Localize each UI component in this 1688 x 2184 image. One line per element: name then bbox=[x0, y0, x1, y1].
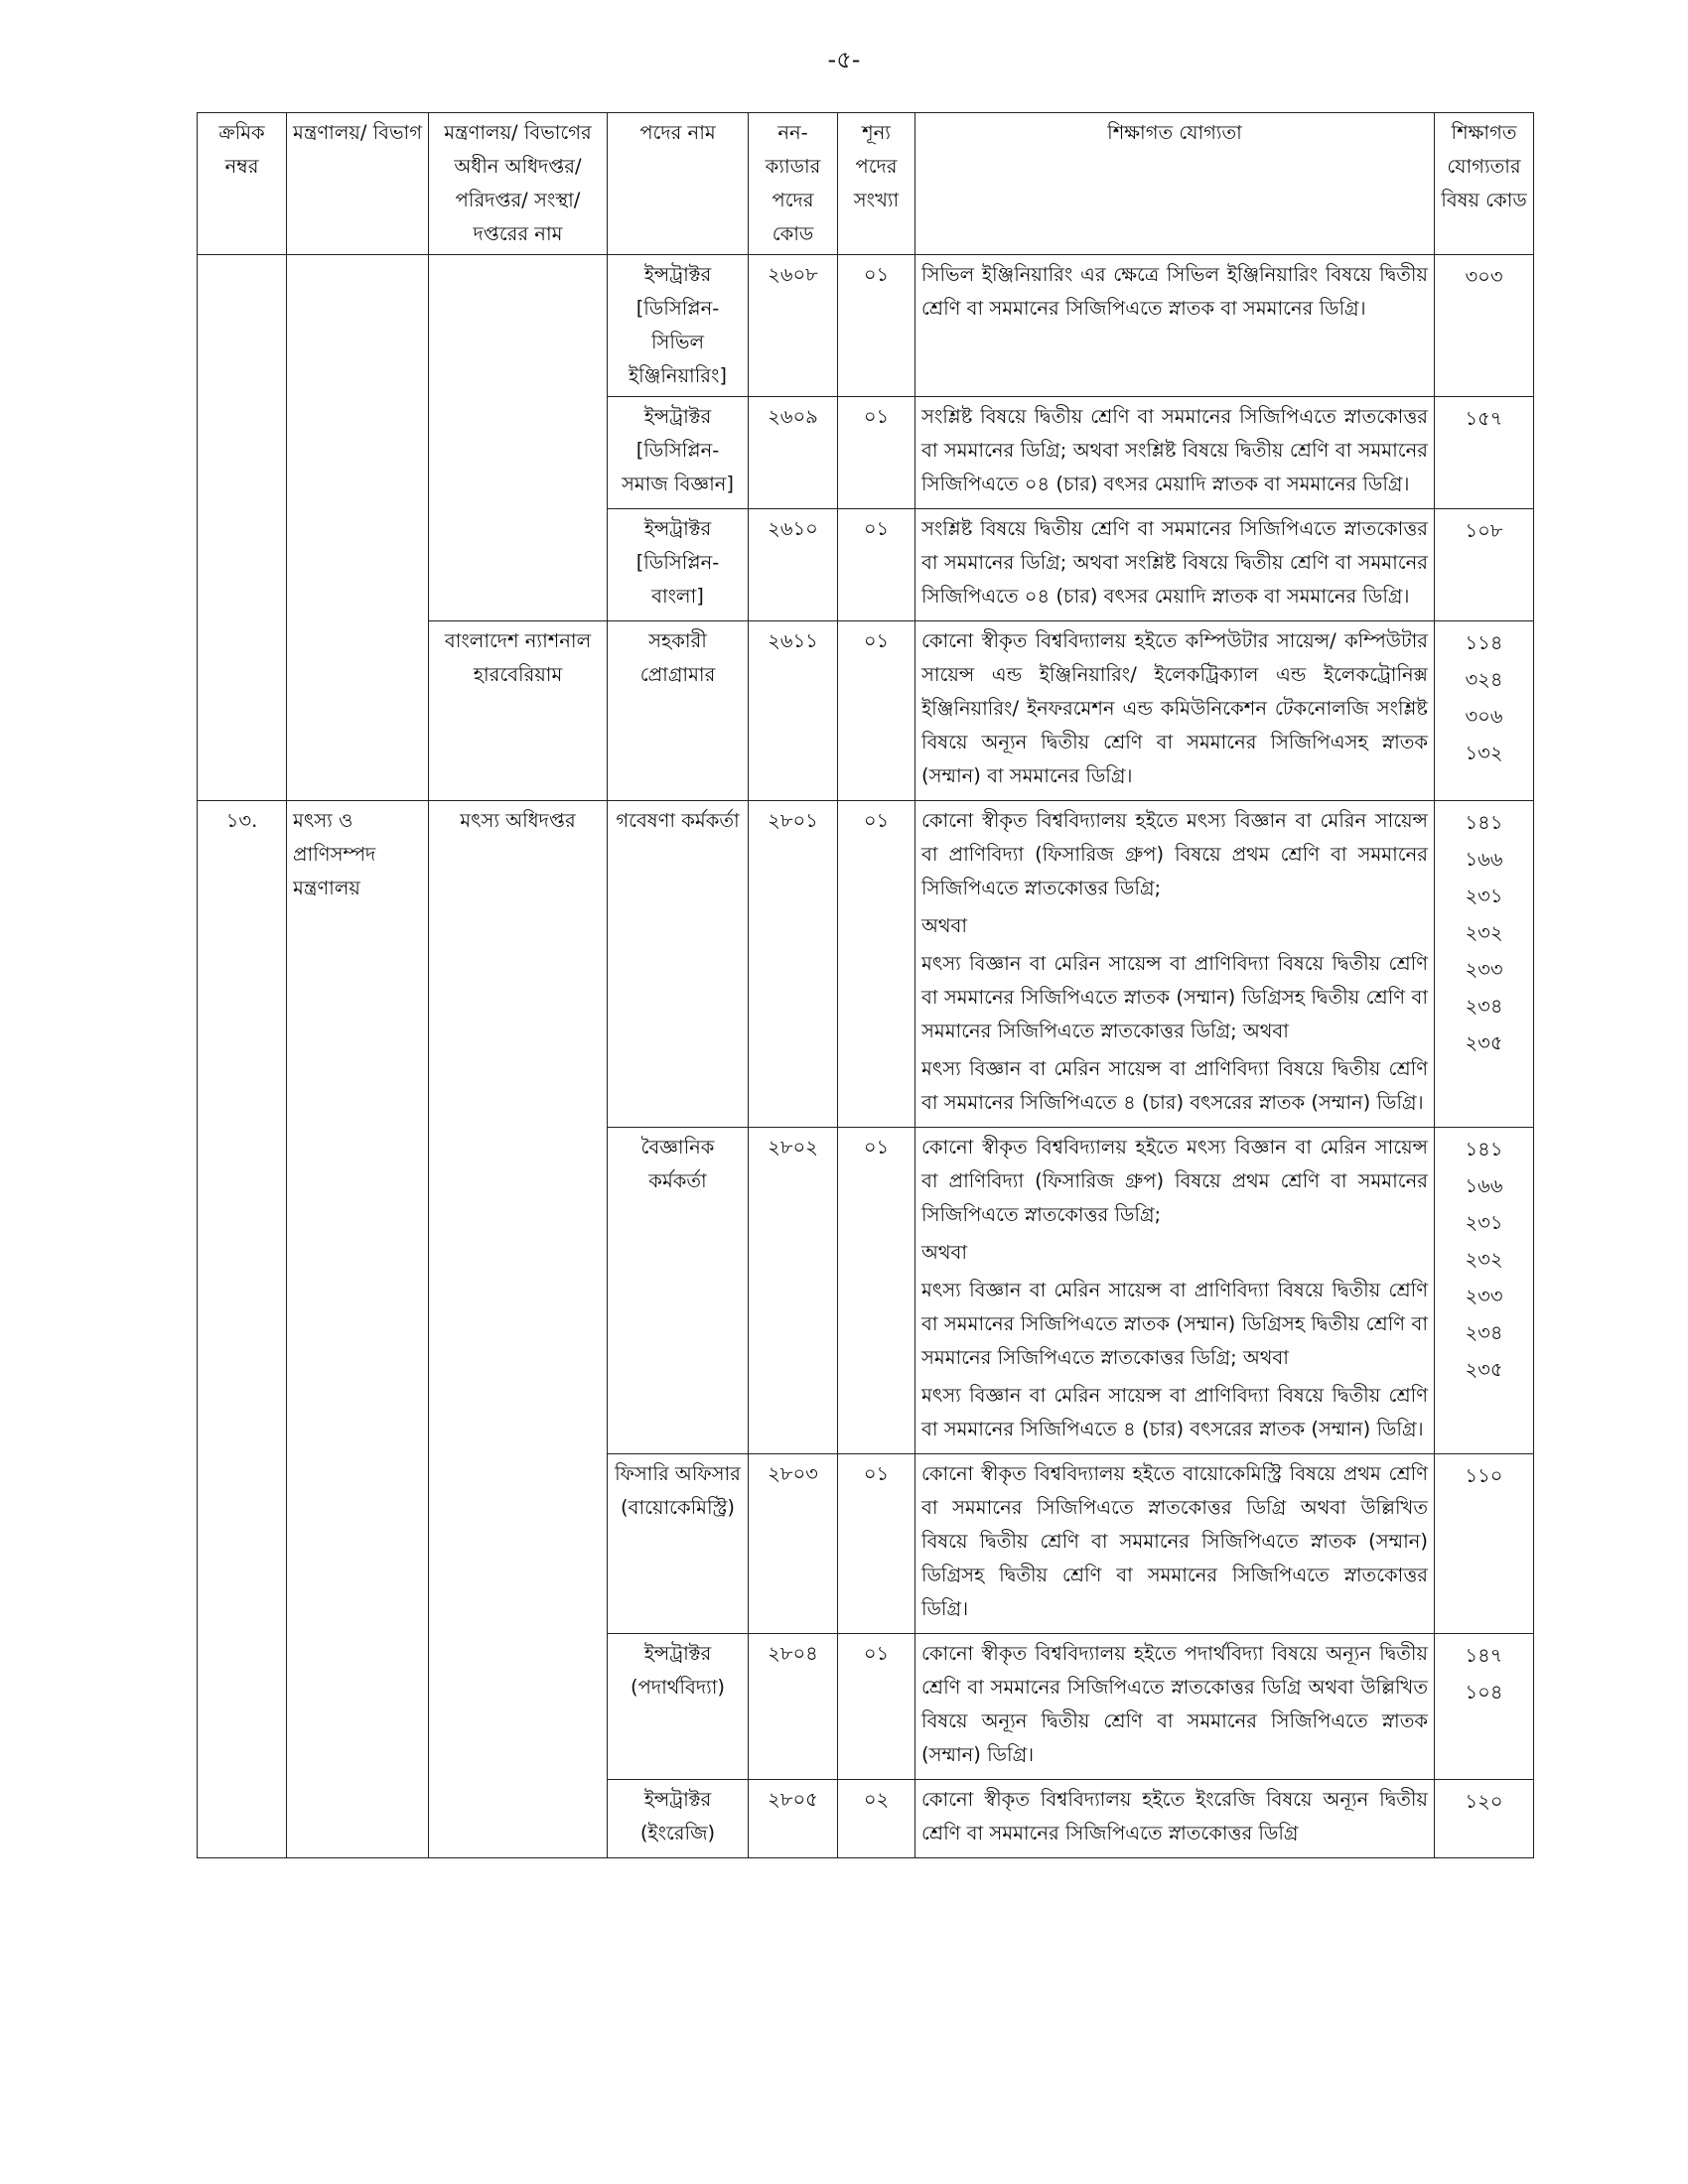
header-code: নন-ক্যাডার পদের কোড bbox=[749, 113, 838, 255]
qualification-cell bbox=[915, 1780, 1435, 1858]
subject-code: ২৩৩ bbox=[1465, 1285, 1503, 1307]
post-name-cell: ফিসারি অফিসার (বায়োকেমিস্ট্রি) bbox=[608, 1454, 749, 1634]
vacancy-cell: ০১ bbox=[838, 509, 915, 621]
subject-code: ১৬৬ bbox=[1465, 848, 1503, 871]
subject-code: ১২০ bbox=[1465, 1790, 1503, 1813]
post-name-cell: ইন্সট্রাক্টর (পদার্থবিদ্যা) bbox=[608, 1634, 749, 1780]
qualification-paragraph: সংশ্লিষ্ট বিষয়ে দ্বিতীয় শ্রেণি বা সমমানের সিজিপিএতে স্নাতকোত্তর বা সমমানের ডিগ্রি; অথবা সংশ্লিষ্ট বিষয়ে দ্বিতীয় শ্রেণি বা সমমানের সিজিপিএতে ০৪ (চার) বৎসর মেয়াদি স্নাতক বা সমমানের ডিগ্রি। bbox=[921, 405, 1428, 495]
subject-code: ১৪১ bbox=[1465, 811, 1503, 834]
vacancy-cell: ০১ bbox=[838, 621, 915, 801]
qualification-cell bbox=[915, 255, 1435, 397]
qualification-paragraph: অথবা bbox=[921, 914, 968, 937]
qualification-paragraph: সংশ্লিষ্ট বিষয়ে দ্বিতীয় শ্রেণি বা সমমানের সিজিপিএতে স্নাতকোত্তর বা সমমানের ডিগ্রি; অথবা সংশ্লিষ্ট বিষয়ে দ্বিতীয় শ্রেণি বা সমমানের সিজিপিএতে ০৪ (চার) বৎসর মেয়াদি স্নাতক বা সমমানের ডিগ্রি। bbox=[921, 517, 1428, 608]
subject-code-cell bbox=[1435, 1780, 1534, 1858]
qualification-paragraph: কোনো স্বীকৃত বিশ্ববিদ্যালয় হইতে পদার্থবিদ্যা বিষয়ে অন্যূন দ্বিতীয় শ্রেণি বা সমমানের সিজিপিএতে স্নাতকোত্তর ডিগ্রি অথবা উল্লিখিত বিষয়ে অন্যূন দ্বিতীয় শ্রেণি বা সমমানের সিজিপিএতে স্নাতক (সম্মান) ডিগ্রি। bbox=[921, 1642, 1428, 1766]
header-ministry: মন্ত্রণালয়/ বিভাগ bbox=[287, 113, 429, 255]
subject-code: ২৩২ bbox=[1465, 921, 1503, 944]
subject-code: ২৩৪ bbox=[1465, 995, 1503, 1018]
post-code-cell: ২৮০২ bbox=[749, 1128, 838, 1454]
vacancy-cell: ০১ bbox=[838, 1634, 915, 1780]
post-name-cell: গবেষণা কর্মকর্তা bbox=[608, 801, 749, 1128]
subject-code: ১৪১ bbox=[1465, 1138, 1503, 1160]
qualification-cell bbox=[915, 1634, 1435, 1780]
subject-code-cell bbox=[1435, 509, 1534, 621]
subject-code-cell bbox=[1435, 1454, 1534, 1634]
header-vacancy: শূন্য পদের সংখ্যা bbox=[838, 113, 915, 255]
subject-code: ১১৪ bbox=[1465, 631, 1503, 654]
vacancy-cell: ০১ bbox=[838, 397, 915, 509]
subject-code: ১৩২ bbox=[1465, 742, 1503, 764]
post-name-cell: ইন্সট্রাক্টর [ডিসিপ্লিন-বাংলা] bbox=[608, 509, 749, 621]
qualification-paragraph: কোনো স্বীকৃত বিশ্ববিদ্যালয় হইতে মৎস্য বিজ্ঞান বা মেরিন সায়েন্স বা প্রাণিবিদ্যা (ফিসারিজ গ্রুপ) বিষয়ে প্রথম শ্রেণি বা সমমানের সিজিপিএতে স্নাতকোত্তর ডিগ্রি; bbox=[921, 809, 1428, 899]
vacancy-cell: ০১ bbox=[838, 1454, 915, 1634]
ministry-cell bbox=[287, 255, 429, 801]
vacancy-cell: ০১ bbox=[838, 1128, 915, 1454]
qualification-paragraph: সিভিল ইঞ্জিনিয়ারিং এর ক্ষেত্রে সিভিল ইঞ্জিনিয়ারিং বিষয়ে দ্বিতীয় শ্রেণি বা সমমানের সিজিপিএতে স্নাতক বা সমমানের ডিগ্রি। bbox=[921, 263, 1428, 320]
qualification-cell bbox=[915, 801, 1435, 1128]
serial-cell: ১৩. bbox=[198, 801, 287, 1858]
subject-code: ১৫৭ bbox=[1465, 407, 1503, 430]
ministry-cell: মৎস্য ও প্রাণিসম্পদ মন্ত্রণালয় bbox=[287, 801, 429, 1858]
header-post: পদের নাম bbox=[608, 113, 749, 255]
table-body bbox=[198, 255, 1534, 1858]
office-cell: মৎস্য অধিদপ্তর bbox=[429, 801, 608, 1858]
subject-code: ৩২৪ bbox=[1465, 668, 1503, 691]
subject-code: ৩০৬ bbox=[1465, 705, 1503, 728]
header-subject-code: শিক্ষাগত যোগ্যতার বিষয় কোড bbox=[1435, 113, 1534, 255]
subject-code: ২৩১ bbox=[1465, 1211, 1503, 1234]
qualification-cell bbox=[915, 621, 1435, 801]
vacancy-cell: ০১ bbox=[838, 255, 915, 397]
qualification-paragraph: মৎস্য বিজ্ঞান বা মেরিন সায়েন্স বা প্রাণিবিদ্যা বিষয়ে দ্বিতীয় শ্রেণি বা সমমানের সিজিপিএতে ৪ (চার) বৎসরের স্নাতক (সম্মান) ডিগ্রি। bbox=[921, 1384, 1428, 1440]
subject-code-cell bbox=[1435, 801, 1534, 1128]
qualification-cell bbox=[915, 397, 1435, 509]
subject-code: ১১০ bbox=[1465, 1464, 1503, 1487]
subject-code-cell bbox=[1435, 255, 1534, 397]
qualification-paragraph: অথবা bbox=[921, 1241, 968, 1264]
subject-code: ২৩১ bbox=[1465, 885, 1503, 907]
subject-code-cell bbox=[1435, 1128, 1534, 1454]
qualification-paragraph: কোনো স্বীকৃত বিশ্ববিদ্যালয় হইতে মৎস্য বিজ্ঞান বা মেরিন সায়েন্স বা প্রাণিবিদ্যা (ফিসারিজ গ্রুপ) বিষয়ে প্রথম শ্রেণি বা সমমানের সিজিপিএতে স্নাতকোত্তর ডিগ্রি; bbox=[921, 1136, 1428, 1226]
subject-code-cell bbox=[1435, 397, 1534, 509]
subject-code: ২৩৫ bbox=[1465, 1031, 1503, 1054]
post-name-cell: ইন্সট্রাক্টর [ডিসিপ্লিন-সমাজ বিজ্ঞান] bbox=[608, 397, 749, 509]
post-code-cell: ২৬১০ bbox=[749, 509, 838, 621]
qualification-paragraph: কোনো স্বীকৃত বিশ্ববিদ্যালয় হইতে ইংরেজি বিষয়ে অন্যূন দ্বিতীয় শ্রেণি বা সমমানের সিজিপিএতে স্নাতকোত্তর ডিগ্রি bbox=[921, 1788, 1428, 1844]
post-code-cell: ২৮০৪ bbox=[749, 1634, 838, 1780]
qualification-paragraph: মৎস্য বিজ্ঞান বা মেরিন সায়েন্স বা প্রাণিবিদ্যা বিষয়ে দ্বিতীয় শ্রেণি বা সমমানের সিজিপিএতে স্নাতক (সম্মান) ডিগ্রিসহ দ্বিতীয় শ্রেণি বা সমমানের সিজিপিএতে স্নাতকোত্তর ডিগ্রি; অথবা bbox=[921, 952, 1428, 1042]
qualification-paragraph: মৎস্য বিজ্ঞান বা মেরিন সায়েন্স বা প্রাণিবিদ্যা বিষয়ে দ্বিতীয় শ্রেণি বা সমমানের সিজিপিএতে স্নাতক (সম্মান) ডিগ্রিসহ দ্বিতীয় শ্রেণি বা সমমানের সিজিপিএতে স্নাতকোত্তর ডিগ্রি; অথবা bbox=[921, 1279, 1428, 1369]
subject-code: ১০৮ bbox=[1465, 519, 1503, 542]
header-serial: ক্রমিক নম্বর bbox=[198, 113, 287, 255]
qualification-cell bbox=[915, 1128, 1435, 1454]
qualification-paragraph: মৎস্য বিজ্ঞান বা মেরিন সায়েন্স বা প্রাণিবিদ্যা বিষয়ে দ্বিতীয় শ্রেণি বা সমমানের সিজিপিএতে ৪ (চার) বৎসরের স্নাতক (সম্মান) ডিগ্রি। bbox=[921, 1057, 1428, 1114]
subject-code-cell bbox=[1435, 621, 1534, 801]
subject-code: ২৩৪ bbox=[1465, 1321, 1503, 1344]
post-name-cell: সহকারী প্রোগ্রামার bbox=[608, 621, 749, 801]
office-cell bbox=[429, 255, 608, 621]
post-code-cell: ২৬০৯ bbox=[749, 397, 838, 509]
qualification-paragraph: কোনো স্বীকৃত বিশ্ববিদ্যালয় হইতে কম্পিউটার সায়েন্স/ কম্পিউটার সায়েন্স এন্ড ইঞ্জিনিয়ারিং/ ইলেকট্রিক্যাল এন্ড ইলেকট্রোনিক্স ইঞ্জিনিয়ারিং/ ইনফরমেশন এন্ড কমিউনিকেশন টেকনোলজি সংশ্লিষ্ট বিষয়ে অন্যূন দ্বিতীয় শ্রেণি বা সমমানের সিজিপিএসহ স্নাতক (সম্মান) বা সমমানের ডিগ্রি। bbox=[921, 629, 1428, 787]
subject-code: ১৪৭ bbox=[1465, 1644, 1503, 1667]
header-office: মন্ত্রণালয়/ বিভাগের অধীন অধিদপ্তর/ পরিদপ্তর/ সংস্থা/ দপ্তরের নাম bbox=[429, 113, 608, 255]
page-number: -৫- bbox=[827, 46, 861, 73]
post-code-cell: ২৮০৩ bbox=[749, 1454, 838, 1634]
post-code-cell: ২৮০৫ bbox=[749, 1780, 838, 1858]
serial-cell bbox=[198, 255, 287, 801]
qualification-cell bbox=[915, 509, 1435, 621]
post-name-cell: ইন্সট্রাক্টর (ইংরেজি) bbox=[608, 1780, 749, 1858]
subject-code: ২৩২ bbox=[1465, 1248, 1503, 1271]
subject-code-cell bbox=[1435, 1634, 1534, 1780]
vacancy-cell: ০১ bbox=[838, 801, 915, 1128]
subject-code: ৩০৩ bbox=[1465, 265, 1503, 288]
post-code-cell: ২৬১১ bbox=[749, 621, 838, 801]
recruitment-table bbox=[197, 112, 1534, 1858]
post-code-cell: ২৮০১ bbox=[749, 801, 838, 1128]
post-name-cell: ইন্সট্রাক্টর [ডিসিপ্লিন-সিভিল ইঞ্জিনিয়ারিং] bbox=[608, 255, 749, 397]
qualification-cell bbox=[915, 1454, 1435, 1634]
table-header-row bbox=[198, 113, 1534, 255]
vacancy-cell: ০২ bbox=[838, 1780, 915, 1858]
header-qualification: শিক্ষাগত যোগ্যতা bbox=[915, 113, 1435, 255]
office-cell: বাংলাদেশ ন্যাশনাল হারবেরিয়াম bbox=[429, 621, 608, 801]
table-row bbox=[198, 801, 1534, 1128]
subject-code: ১০৪ bbox=[1465, 1681, 1503, 1704]
subject-code: ১৬৬ bbox=[1465, 1174, 1503, 1197]
table-row bbox=[198, 255, 1534, 397]
post-code-cell: ২৬০৮ bbox=[749, 255, 838, 397]
subject-code: ২৩৫ bbox=[1465, 1358, 1503, 1381]
qualification-paragraph: কোনো স্বীকৃত বিশ্ববিদ্যালয় হইতে বায়োকেমিস্ট্রি বিষয়ে প্রথম শ্রেণি বা সমমানের সিজিপিএতে স্নাতকোত্তর ডিগ্রি অথবা উল্লিখিত বিষয়ে দ্বিতীয় শ্রেণি বা সমমানের সিজিপিএতে স্নাতক (সম্মান) ডিগ্রিসহ দ্বিতীয় শ্রেণি বা সমমানের সিজিপিএতে স্নাতকোত্তর ডিগ্রি। bbox=[921, 1462, 1428, 1620]
post-name-cell: বৈজ্ঞানিক কর্মকর্তা bbox=[608, 1128, 749, 1454]
subject-code: ২৩৩ bbox=[1465, 958, 1503, 981]
